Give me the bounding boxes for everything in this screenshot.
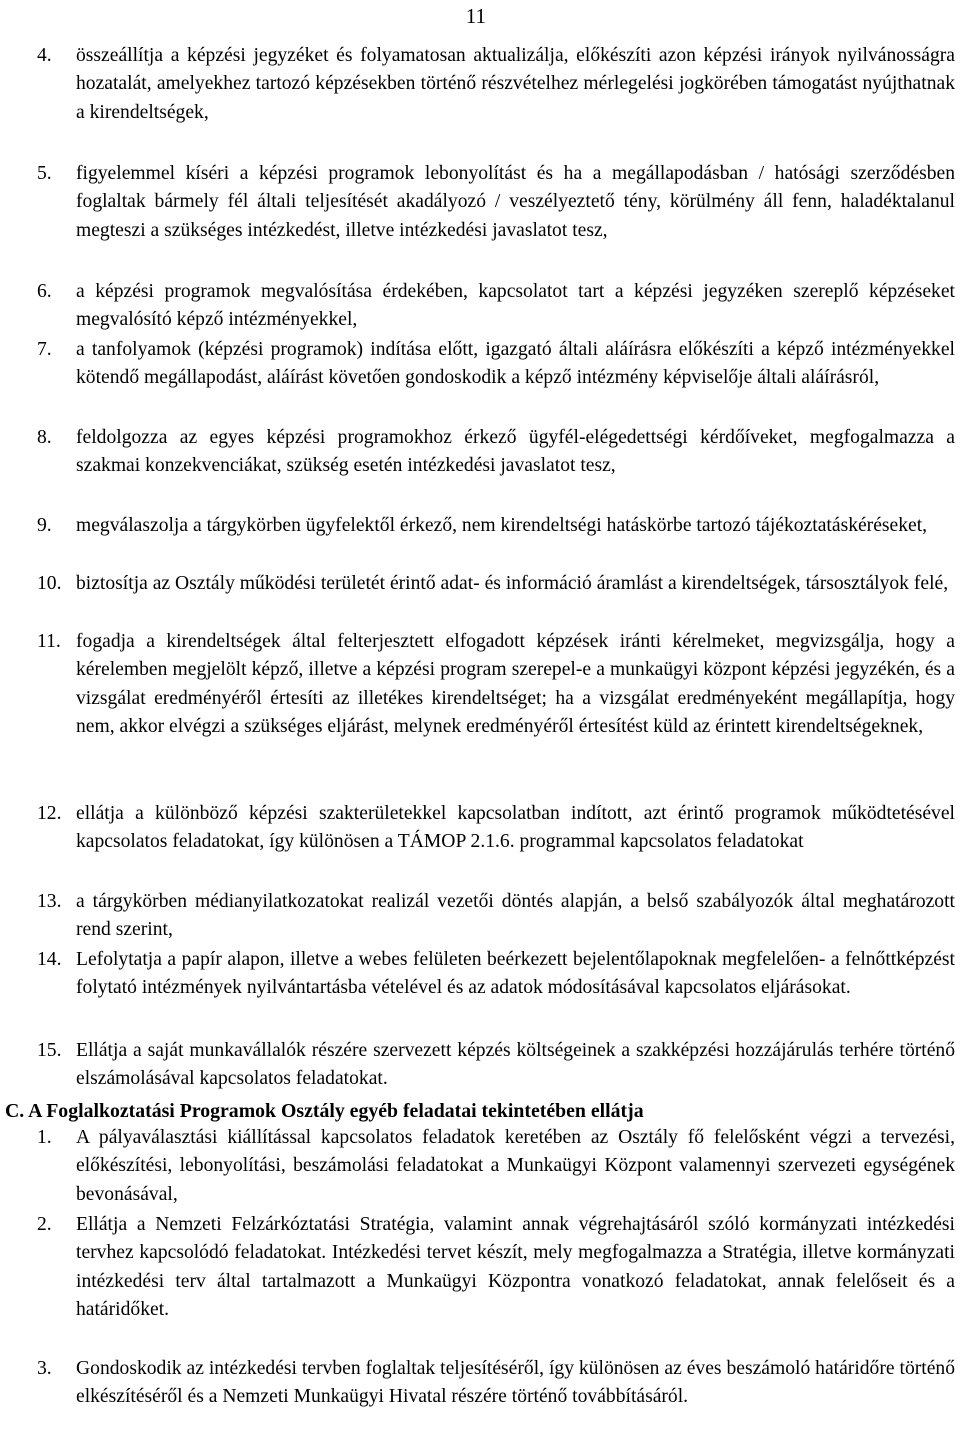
item-number: 10. bbox=[37, 573, 62, 594]
item-text: Ellátja a saját munkavállalók részére szervezett képzés költségeinek a szakképzési hozzájárulás terhére történő elszámolásával kapcsolatos feladatokat. bbox=[76, 1040, 955, 1090]
item-number: 4. bbox=[37, 45, 52, 66]
item-number: 8. bbox=[37, 427, 52, 448]
item-number: 14. bbox=[37, 949, 62, 970]
item-number: 7. bbox=[37, 339, 52, 360]
list-item bbox=[37, 160, 955, 245]
item-text: ellátja a különböző képzési szakterületekkel kapcsolatban indított, azt érintő programok működtetésével kapcsolatos feladatokat, így különösen a TÁMOP 2.1.6. programmal kapcsolatos feladatokat bbox=[76, 803, 955, 853]
list-item bbox=[37, 1037, 955, 1094]
list-item bbox=[37, 278, 955, 335]
item-text: biztosítja az Osztály működési területét érintő adat- és információ áramlást a kirendeltségek, társosztályok felé, bbox=[76, 573, 949, 594]
item-number: 11. bbox=[37, 631, 61, 652]
item-text: a képzési programok megvalósítása érdekében, kapcsolatot tart a képzési jegyzéken szereplő képzéseket megvalósító képző intézményekkel, bbox=[76, 281, 955, 331]
list-item bbox=[37, 424, 955, 481]
item-text: A pályaválasztási kiállítással kapcsolatos feladatok keretében az Osztály fő felelősként végzi a tervezési, előkészítési, lebonyolítási, beszámolási feladatokat a Munkaügyi Központ valamennyi szervezeti egységének bevonásával, bbox=[76, 1127, 955, 1205]
item-text: figyelemmel kíséri a képzési programok lebonyolítást és ha a megállapodásban / hatósági szerződésben foglaltak bármely fél általi teljesítését akadályozó / veszélyeztető tény, körülmény áll fenn, haladéktalanul megteszi a szükséges intézkedést, illetve intézkedési javaslatot tesz, bbox=[76, 163, 955, 241]
item-number: 3. bbox=[37, 1358, 52, 1379]
item-number: 12. bbox=[37, 803, 62, 824]
list-item bbox=[37, 570, 955, 598]
item-text: feldolgozza az egyes képzési programokhoz érkező ügyfél-elégedettségi kérdőíveket, megfogalmazza a szakmai konzekvenciákat, szükség esetén intézkedési javaslatot tesz, bbox=[76, 427, 955, 477]
item-text: Gondoskodik az intézkedési tervben foglaltak teljesítéséről, így különösen az éves beszámoló határidőre történő elkészítéséről és a Nemzeti Munkaügyi Hivatal részére történő továbbításáról. bbox=[76, 1358, 955, 1408]
item-text: fogadja a kirendeltségek által felterjesztett elfogadott képzések iránti kérelmeket, megvizsgálja, hogy a kérelemben megjelölt képző, illetve a képzési program szerepel-e a munkaügyi központ képzési jegyzékén, és a vizsgálat eredményéről értesíti az illetékes kirendeltséget; ha a vizsgálat eredményeként megállapítja, hogy nem, akkor elvégzi a szükséges eljárást, melynek eredményéről értesítést küld az érintett kirendeltségeknek, bbox=[76, 631, 955, 738]
page-number: 11 bbox=[465, 4, 486, 28]
list-item bbox=[37, 946, 955, 1003]
item-number: 13. bbox=[37, 891, 62, 912]
item-text: megválaszolja a tárgykörben ügyfelektől érkező, nem kirendeltségi hatáskörbe tartozó tájékoztatáskéréseket, bbox=[76, 515, 928, 536]
item-number: 15. bbox=[37, 1040, 62, 1061]
item-text: a tanfolyamok (képzési programok) indítása előtt, igazgató általi aláírásra előkészíti a képző intézményekkel kötendő megállapodást, aláírást követően gondoskodik a képző intézmény képviselője általi aláírásról, bbox=[76, 339, 955, 389]
item-number: 2. bbox=[37, 1214, 52, 1235]
item-text: Ellátja a Nemzeti Felzárkóztatási Stratégia, valamint annak végrehajtásáról szóló kormányzati intézkedési tervhez kapcsolódó feladatokat. Intézkedési tervet készít, mely megfogalmazza a Stratégia, illetve kormányzati intézkedési terv által tartalmazott a Munkaügyi Központra vonatkozó feladatokat, annak felelőseit és a határidőket. bbox=[76, 1214, 955, 1321]
list-item bbox=[37, 336, 955, 393]
item-number: 1. bbox=[37, 1127, 52, 1148]
list-item bbox=[37, 512, 955, 540]
list-item bbox=[37, 1211, 955, 1325]
item-text: összeállítja a képzési jegyzéket és folyamatosan aktualizálja, előkészíti azon képzési irányok nyilvánosságra hozatalát, amelyekhez tartozó képzésekben történő részvételhez mérlegelési jogkörében támogatást nyújthatnak a kirendeltségek, bbox=[76, 45, 955, 123]
item-text: a tárgykörben médianyilatkozatokat realizál vezetői döntés alapján, a belső szabályozók által meghatározott rend szerint, bbox=[76, 891, 955, 941]
list-item bbox=[37, 628, 955, 742]
item-number: 5. bbox=[37, 163, 52, 184]
item-text: Lefolytatja a papír alapon, illetve a webes felületen beérkezett bejelentőlapoknak megfelelően- a felnőttképzést folytató intézmények nyilvántartásba vételével és az adatok módosításával kapcsolatos eljárásokat. bbox=[76, 949, 955, 999]
list-item bbox=[37, 1124, 955, 1209]
item-number: 9. bbox=[37, 515, 52, 536]
list-item bbox=[37, 1355, 955, 1412]
section-c-heading: C. A Foglalkoztatási Programok Osztály egyéb feladatai tekintetében ellátja bbox=[5, 1100, 644, 1122]
item-number: 6. bbox=[37, 281, 52, 302]
list-item bbox=[37, 888, 955, 945]
list-item bbox=[37, 42, 955, 127]
list-item bbox=[37, 800, 955, 857]
